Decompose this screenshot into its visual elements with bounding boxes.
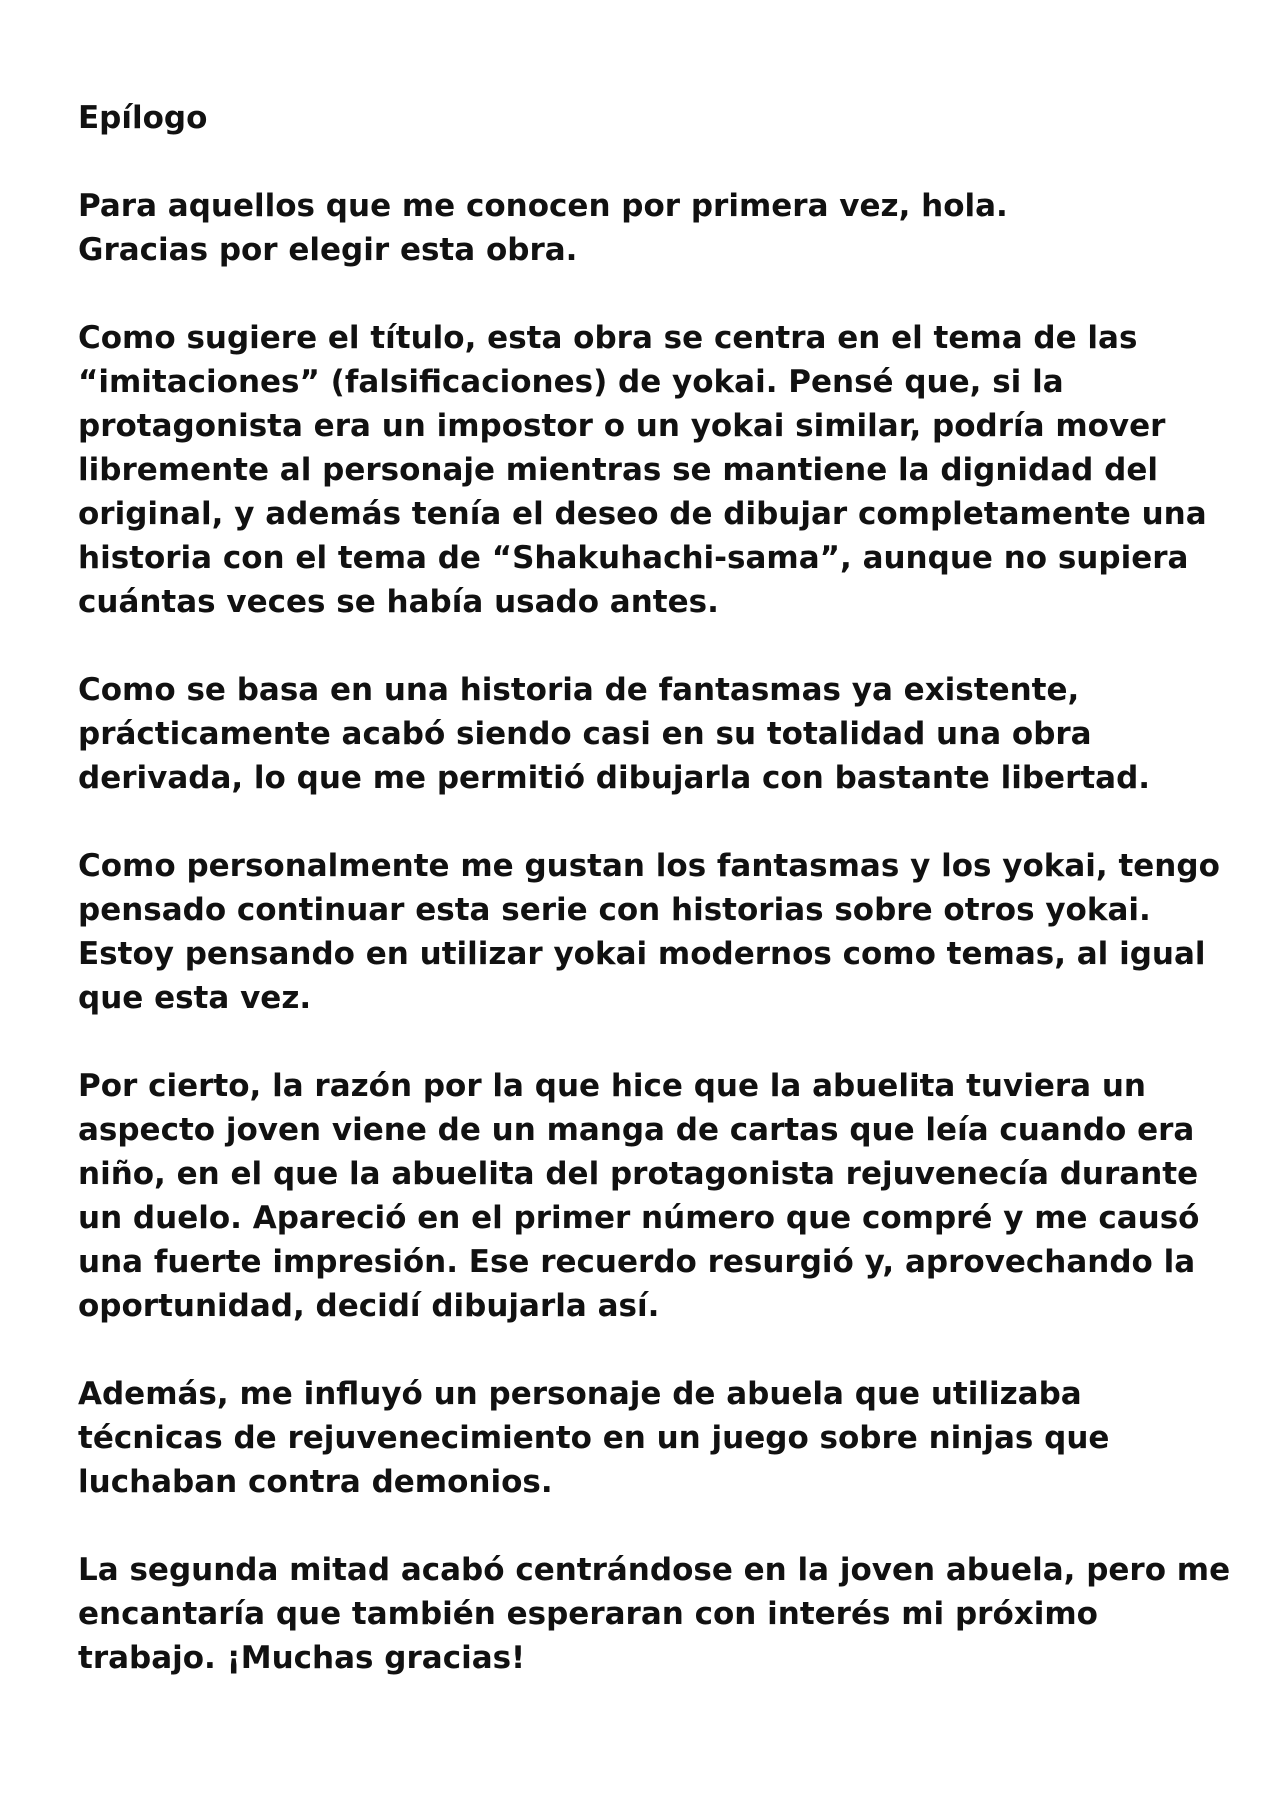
text-line: Además, me influyó un personaje de abuela que utilizaba <box>78 1376 1082 1412</box>
text-line: prácticamente acabó siendo casi en su totalidad una obra <box>78 716 1092 752</box>
text-line: Para aquellos que me conocen por primera vez, hola. <box>78 188 1008 224</box>
text-line: técnicas de rejuvenecimiento en un juego sobre ninjas que <box>78 1420 1110 1456</box>
text-line: Como personalmente me gustan los fantasmas y los yokai, tengo <box>78 848 1220 884</box>
text-line: aspecto joven viene de un manga de cartas que leía cuando era <box>78 1112 1195 1148</box>
text-line: luchaban contra demonios. <box>78 1464 553 1500</box>
text-line: original, y además tenía el deseo de dibujar completamente una <box>78 496 1207 532</box>
text-line: Estoy pensando en utilizar yokai modernos como temas, al igual <box>78 936 1206 972</box>
paragraph-derivative-work <box>78 668 1240 800</box>
text-line: una fuerte impresión. Ese recuerdo resurgió y, aprovechando la <box>78 1244 1196 1280</box>
text-line: pensado continuar esta serie con historias sobre otros yokai. <box>78 892 1151 928</box>
text-line: La segunda mitad acabó centrándose en la joven abuela, pero me <box>78 1552 1231 1588</box>
text-line: niño, en el que la abuelita del protagonista rejuvenecía durante <box>78 1156 1199 1192</box>
paragraph-future-series <box>78 844 1240 1020</box>
text-line: libremente al personaje mientras se mantiene la dignidad del <box>78 452 1158 488</box>
paragraph-game-influence <box>78 1372 1240 1504</box>
text-line: oportunidad, decidí dibujarla así. <box>78 1288 660 1324</box>
document-title: Epílogo <box>78 100 208 136</box>
text-line: Como sugiere el título, esta obra se centra en el tema de las <box>78 320 1138 356</box>
text-line: “imitaciones” (falsificaciones) de yokai. Pensé que, si la <box>78 364 1064 400</box>
paragraph-grandmother-origin <box>78 1064 1240 1328</box>
paragraph-greeting <box>78 184 1240 272</box>
text-line: Gracias por elegir esta obra. <box>78 232 578 268</box>
text-line: encantaría que también esperaran con interés mi próximo <box>78 1596 1098 1632</box>
text-line: historia con el tema de “Shakuhachi-sama”, aunque no supiera <box>78 540 1189 576</box>
text-line: un duelo. Apareció en el primer número que compré y me causó <box>78 1200 1200 1236</box>
text-line: protagonista era un impostor o un yokai similar, podría mover <box>78 408 1166 444</box>
text-line: derivada, lo que me permitió dibujarla con bastante libertad. <box>78 760 1151 796</box>
text-line: cuántas veces se había usado antes. <box>78 584 719 620</box>
text-line: Como se basa en una historia de fantasmas ya existente, <box>78 672 1080 708</box>
text-line: trabajo. ¡Muchas gracias! <box>78 1640 526 1676</box>
text-line: que esta vez. <box>78 980 312 1016</box>
paragraph-theme <box>78 316 1240 624</box>
paragraph-closing <box>78 1548 1240 1680</box>
text-line: Por cierto, la razón por la que hice que la abuelita tuviera un <box>78 1068 1147 1104</box>
